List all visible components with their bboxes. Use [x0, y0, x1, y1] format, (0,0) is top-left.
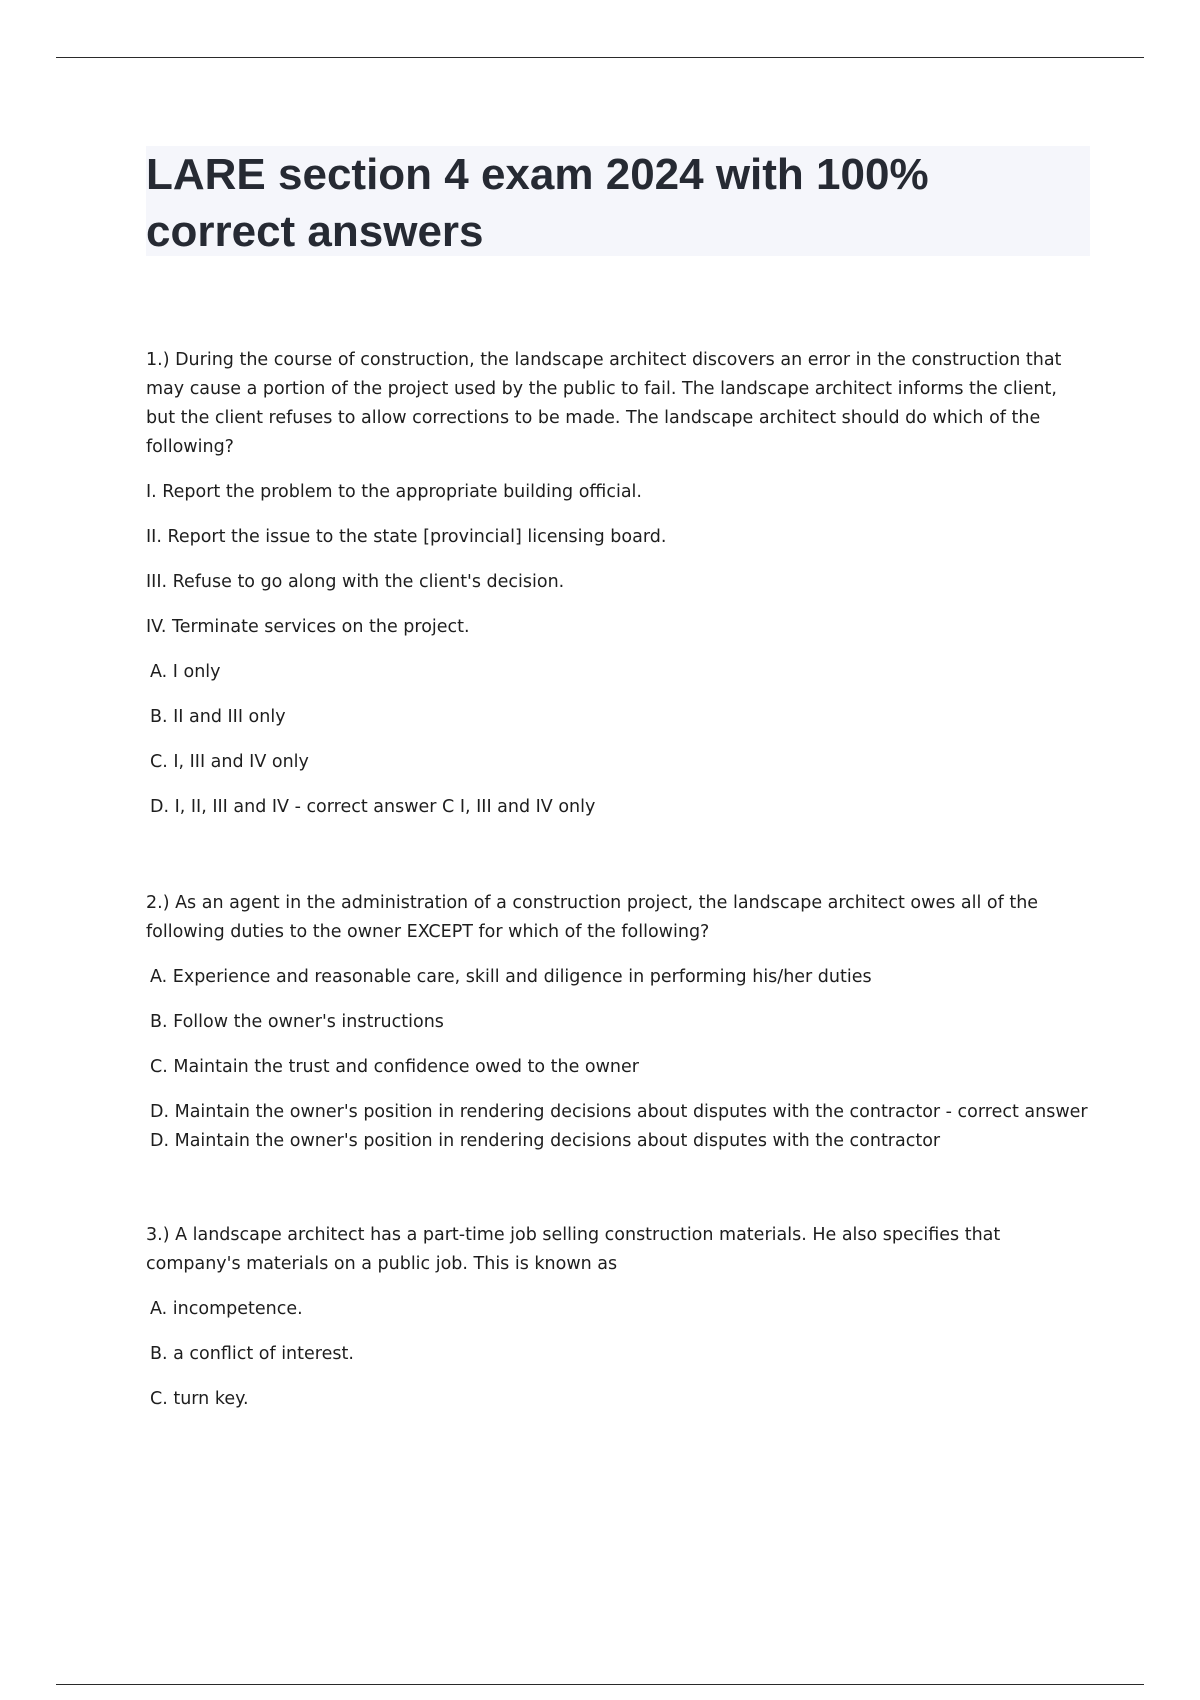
answer-option-with-correct-answer: D. I, II, III and IV - correct answer C I, III and IV only [150, 797, 596, 817]
answer-option: B. Follow the owner's instructions [150, 1012, 444, 1032]
question-prompt: 1.) During the course of construction, the landscape architect discovers an error in the construction that may cause a portion of the project used by the public to fail. The landscape architect informs the client, but the client refuses to allow corrections to be made. The landscape architect should do which of the following? [146, 350, 1062, 457]
question-1 [146, 346, 1090, 838]
answer-option: B. II and III only [150, 707, 286, 727]
statement: I. Report the problem to the appropriate building official. [146, 482, 642, 502]
statement: II. Report the issue to the state [provincial] licensing board. [146, 527, 667, 547]
question-3 [146, 1221, 1090, 1430]
question-prompt: 3.) A landscape architect has a part-time job selling construction materials. He also specifies that company's materials on a public job. This is known as [146, 1225, 1001, 1274]
statement: III. Refuse to go along with the client's decision. [146, 572, 565, 592]
bottom-rule [56, 1684, 1144, 1685]
answer-option-with-correct-answer: D. Maintain the owner's position in rendering decisions about disputes with the contractor - correct answer D. Maintain the owner's position in rendering decisions about disputes with the contractor [150, 1102, 1088, 1151]
answer-option: A. Experience and reasonable care, skill and diligence in performing his/her duties [150, 967, 872, 987]
question-2 [146, 889, 1090, 1172]
answer-option: A. I only [150, 662, 221, 682]
answer-option: C. I, III and IV only [150, 752, 309, 772]
answer-option: C. Maintain the trust and confidence owed to the owner [150, 1057, 639, 1077]
document-title: LARE section 4 exam 2024 with 100% correct answers [146, 150, 929, 256]
answer-option: B. a conflict of interest. [150, 1344, 354, 1364]
answer-option: A. incompetence. [150, 1299, 303, 1319]
question-prompt: 2.) As an agent in the administration of a construction project, the landscape architect owes all of the following duties to the owner EXCEPT for which of the following? [146, 893, 1039, 942]
statement: IV. Terminate services on the project. [146, 617, 470, 637]
top-rule [56, 57, 1144, 58]
answer-option: C. turn key. [150, 1389, 249, 1409]
